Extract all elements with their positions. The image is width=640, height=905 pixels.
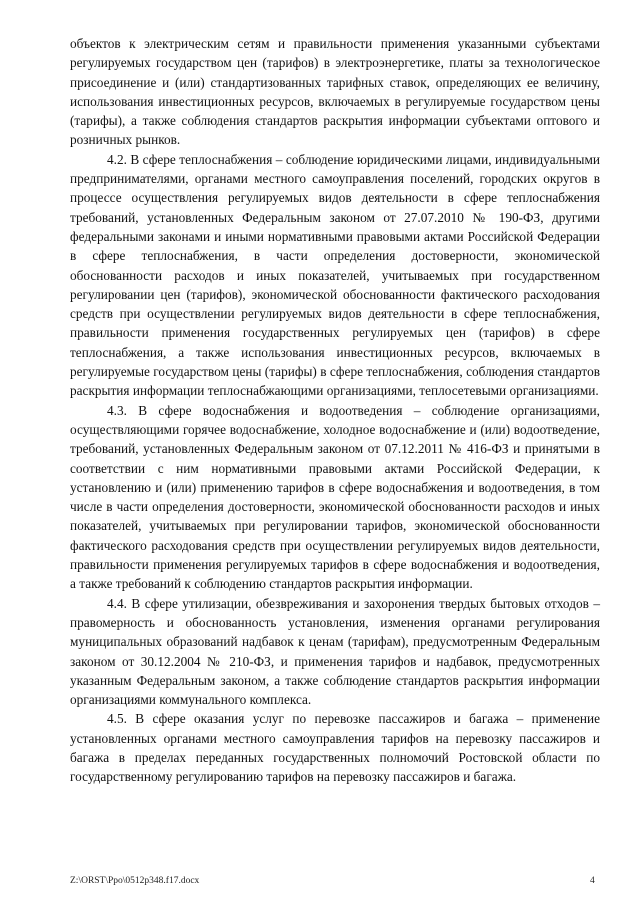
footer-file-path: Z:\ORST\Ppo\0512p348.f17.docx	[70, 876, 200, 886]
paragraph-4-2: 4.2. В сфере теплоснабжения – соблюдение юридическими лицами, индивидуальными предпринимателями, органами местного самоуправления поселений, городских округов в процессе осуществления регулируемых видов деятельности в сфере теплоснабжения требований, установленных Федеральным законом от 27.07.2010 № 190-ФЗ, другими федеральными законами и иными нормативными правовыми актами Российской Федерации в сфере теплоснабжения, в части определения достоверности, экономической обоснованности расходов и иных показателей, учитываемых при государственном регулировании цен (тарифов), экономической обоснованности фактического расходования средств при осуществлении регулируемых видов деятельности в сфере теплоснабжения, правильности применения государственных регулируемых цен (тарифов) в сфере теплоснабжения, а также использования инвестиционных ресурсов, включаемых в регулируемые государством цены (тарифы) в сфере теплоснабжения, соблюдения стандартов раскрытия информации теплоснабжающими организациями, теплосетевыми организациями.	[70, 151, 600, 399]
paragraph-4-5: 4.5. В сфере оказания услуг по перевозке пассажиров и багажа – применение установленных органами местного самоуправления тарифов на перевозку пассажиров и багажа в пределах переданных государственных полномочий Ростовской области по государственному регулированию тарифов на перевозку пассажиров и багажа.	[70, 711, 600, 785]
paragraph-4-4: 4.4. В сфере утилизации, обезвреживания и захоронения твердых бытовых отходов – правомерность и обоснованность установления, изменения органами регулирования муниципальных образований надбавок к ценам (тарифам), предусмотренным Федеральным законом от 30.12.2004 № 210-ФЗ, и применения тарифов и надбавок, предусмотренных указанным Федеральным законом, а также соблюдение стандартов раскрытия информации организациями коммунального комплекса.	[70, 595, 600, 708]
intro-paragraph: объектов к электрическим сетям и правильности применения указанными субъектами регулируемых государством цен (тарифов) в электроэнергетике, платы за технологическое присоединение и (или) стандартизованных тарифных ставок, определяющих ее величину, использования инвестиционных ресурсов, включаемых в регулируемые государством цены (тарифы), а также соблюдения стандартов раскрытия информации субъектами оптового и розничных рынков.	[70, 36, 600, 148]
page-number: 4	[590, 876, 595, 886]
document-body	[70, 34, 600, 787]
paragraph-4-3: 4.3. В сфере водоснабжения и водоотведения – соблюдение организациями, осуществляющими горячее водоснабжение, холодное водоснабжение и (или) водоотведение, требований, установленных Федеральным законом от 07.12.2011 № 416-ФЗ и принятыми в соответствии с ним нормативными правовыми актами Российской Федерации, к установлению и (или) применению тарифов в сфере водоснабжения и водоотведения, в том числе в части определения достоверности, экономической обоснованности расходов и иных показателей, учитываемых при регулировании тарифов, экономической обоснованности фактического расходования средств при осуществлении регулируемых видов деятельности, правильности применения регулируемых тарифов в сфере водоснабжения и водоотведения, а также требований к соблюдению стандартов раскрытия информации.	[70, 402, 600, 592]
